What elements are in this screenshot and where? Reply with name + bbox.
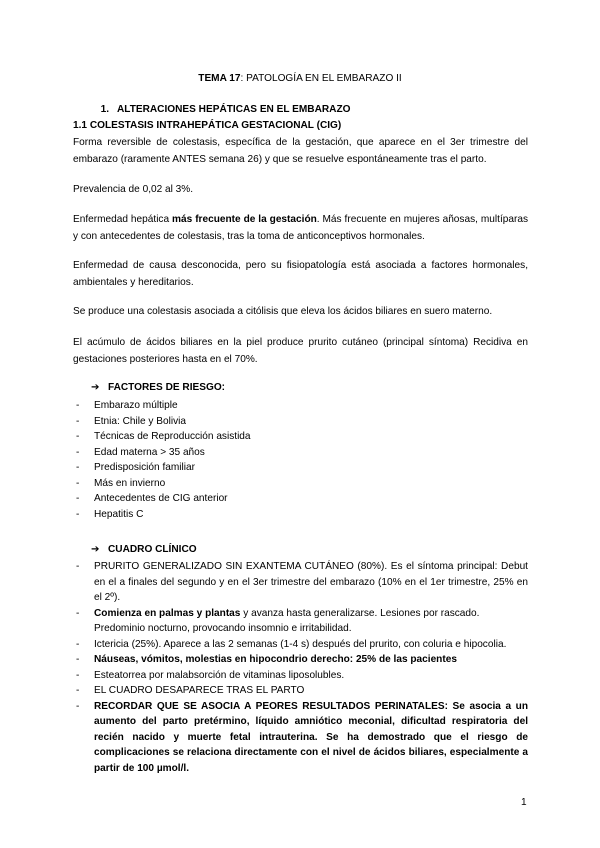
dash-bullet: - (76, 561, 80, 572)
list-item (73, 606, 528, 637)
page-number: 1 (521, 797, 527, 808)
heading-label: CUADRO CLÍNICO (108, 544, 197, 555)
clinical-picture-heading (91, 544, 197, 555)
list-item-text: EL CUADRO DESAPARECE TRAS EL PARTO (94, 685, 305, 696)
text-run: . Más frecuente en mujeres añosas, multíparas y con antecedentes de colestasis, tras la toma de anticonceptivos hormonales. (73, 214, 529, 242)
bold-text: Náuseas, vómitos, molestias en hipocondrio derecho: 25% de las pacientes (94, 654, 457, 665)
list-item (73, 683, 528, 699)
list-item (73, 491, 528, 507)
list-item-text: Ictericia (25%). Aparece a las 2 semanas (1-4 s) después del prurito, con coluria e hipocolia. (94, 638, 507, 650)
dash-bullet: - (76, 462, 80, 473)
dash-bullet: - (76, 400, 80, 411)
list-item (73, 668, 528, 684)
title-topic-name: : PATOLOGÍA EN EL EMBARAZO II (240, 73, 402, 84)
clinical-picture-list (73, 559, 528, 776)
dash-bullet: - (76, 638, 80, 650)
list-item (73, 414, 528, 430)
dash-bullet: - (76, 508, 80, 520)
paragraph-frequency (73, 212, 528, 245)
list-item (73, 637, 528, 653)
subsection-heading: 1.1 COLESTASIS INTRAHEPÁTICA GESTACIONAL (CIG) (73, 120, 342, 131)
paragraph-definition: Forma reversible de colestasis, específica de la gestación, que aparece en el 3er trimestre del embarazo (raramente ANTES semana 26) y que se resuelve espontáneamente tras el parto. (73, 137, 528, 165)
dash-bullet: - (76, 685, 80, 696)
risk-factors-heading (91, 382, 225, 393)
list-item (73, 476, 528, 492)
list-item-text: Técnicas de Reproducción asistida (94, 431, 251, 442)
list-item (73, 429, 528, 445)
dash-bullet: - (76, 477, 80, 489)
dash-bullet: - (76, 446, 80, 458)
list-item-text: Edad materna > 35 años (94, 446, 205, 458)
dash-bullet: - (76, 493, 80, 504)
bold-text: más frecuente de la gestación (172, 214, 317, 225)
list-item (73, 559, 528, 606)
risk-factors-list (73, 398, 528, 522)
list-item-text: Hepatitis C (94, 508, 144, 520)
list-item-text: Esteatorrea por malabsorción de vitaminas liposolubles. (94, 669, 345, 681)
arrow-icon: ➔ (91, 544, 100, 555)
list-item (73, 445, 528, 461)
dash-bullet: - (76, 654, 80, 665)
paragraph-pruritus: El acúmulo de ácidos biliares en la piel produce prurito cutáneo (principal síntoma) Recidiva en gestaciones posteriores hasta en el 70%. (73, 337, 528, 365)
section-number: 1. (100, 104, 109, 115)
list-item-text: Antecedentes de CIG anterior (94, 493, 228, 504)
list-item-text: Predisposición familiar (94, 462, 195, 473)
list-item (73, 460, 528, 476)
list-item (73, 652, 528, 668)
dash-bullet: - (76, 431, 80, 442)
paragraph-etiology: Enfermedad de causa desconocida, pero su fisiopatología está asociada a factores hormonales, ambientales y hereditarios. (73, 260, 528, 288)
page-title (0, 73, 600, 84)
bold-text: Comienza en palmas y plantas (94, 607, 241, 619)
list-item-text: y avanza hasta generalizarse. Lesiones por rascado. (240, 607, 480, 619)
dash-bullet: - (76, 669, 80, 681)
dash-bullet: - (76, 607, 80, 619)
list-item-text: PRURITO GENERALIZADO SIN EXANTEMA CUTÁNEO (80%). Es el síntoma principal: Debut en el a finales del segundo y en el 3er trimestre del embarazo (10% en el 1er trimestre, 25% en el 2º). (94, 561, 528, 603)
section-label: ALTERACIONES HEPÁTICAS EN EL EMBARAZO (117, 104, 351, 115)
list-item-text: Etnia: Chile y Bolivia (94, 415, 187, 427)
section-heading (73, 104, 350, 115)
title-topic-number: TEMA 17 (198, 73, 241, 84)
heading-label: FACTORES DE RIESGO: (108, 382, 226, 393)
list-item (73, 699, 528, 777)
dash-bullet: - (76, 415, 80, 427)
list-item (73, 507, 528, 523)
dash-bullet: - (76, 700, 80, 712)
list-item-text: Predominio nocturno, provocando insomnio e irritabilidad. (94, 623, 352, 634)
text-run: Enfermedad hepática (73, 214, 173, 225)
bold-text: RECORDAR QUE SE ASOCIA A PEORES RESULTADOS PERINATALES: Se asocia a un aumento del parto pretérmino, líquido amniótico meconial, dificultad respiratoria del recién nacido y muerte fetal intrauterina. Se ha demostrado que el riesgo de complicaciones se relaciona directamente con el nivel de ácidos biliares, especialmente a partir de 100 µmol/l. (94, 700, 528, 774)
list-item (73, 398, 528, 414)
arrow-icon: ➔ (91, 382, 100, 393)
paragraph-cholestasis: Se produce una colestasis asociada a citólisis que eleva los ácidos biliares en suero materno. (73, 306, 493, 317)
list-item-text: Más en invierno (94, 477, 166, 489)
paragraph-prevalence: Prevalencia de 0,02 al 3%. (73, 184, 194, 195)
list-item-text: Embarazo múltiple (94, 400, 178, 411)
